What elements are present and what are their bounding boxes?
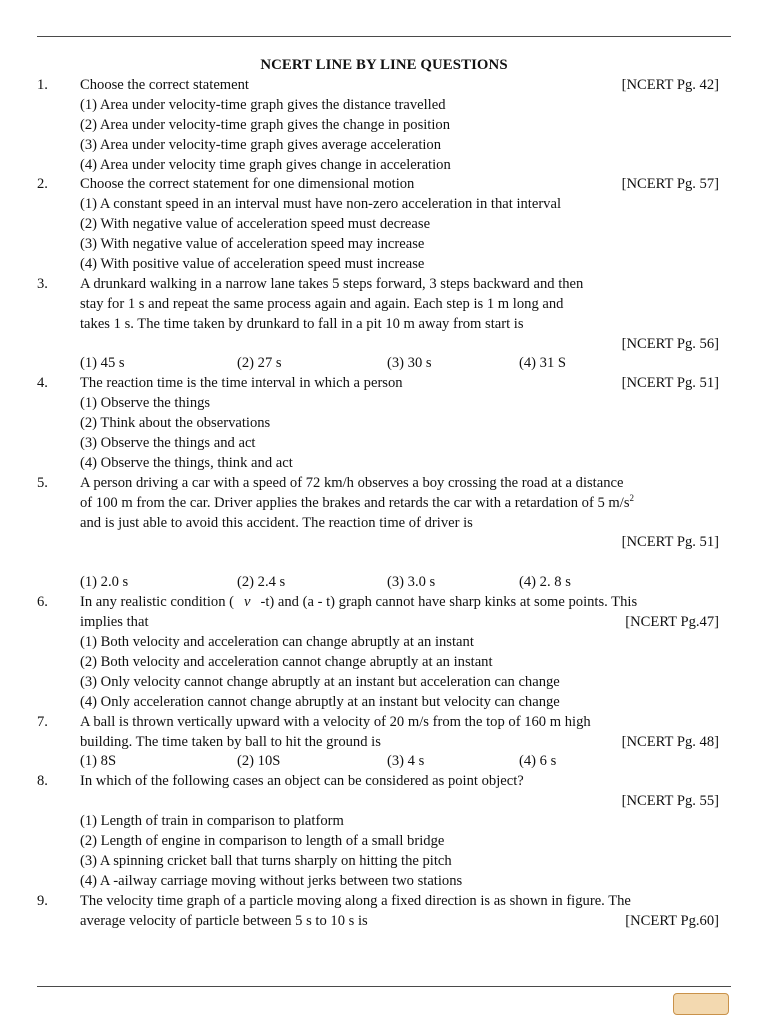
- option: (3) Area under velocity-time graph gives average acceleration: [80, 136, 442, 153]
- option: (4) Observe the things, think and act: [80, 454, 293, 471]
- question-list: [37, 76, 731, 931]
- header-rule: [37, 36, 731, 37]
- option: (4) With positive value of acceleration speed must increase: [80, 256, 425, 273]
- question-2: [37, 175, 731, 195]
- page-number-badge: [673, 993, 729, 1015]
- question-stem-text: of 100 m from the car. Driver applies the brakes and retards the car with a retardation of 5 m/s: [80, 494, 630, 511]
- ncert-reference: [NCERT Pg.60]: [625, 912, 719, 929]
- question-stem: takes 1 s. The time taken by drunkard to fall in a pit 10 m away from start is: [80, 315, 524, 332]
- question-number: 5.: [37, 474, 48, 491]
- question-5: [37, 474, 731, 494]
- option: (2) 27 s: [237, 355, 282, 372]
- option: (4) 6 s: [519, 753, 557, 770]
- question-stem: In which of the following cases an object can be considered as point object?: [80, 773, 524, 790]
- question-stem: [80, 494, 634, 514]
- question-number: 9.: [37, 892, 48, 909]
- option: (1) 2.0 s: [80, 574, 129, 591]
- question-stem: A drunkard walking in a narrow lane takes 5 steps forward, 3 steps backward and then: [80, 275, 584, 292]
- question-6: [37, 593, 731, 613]
- question-number: 7.: [37, 713, 48, 730]
- question-8: [37, 772, 731, 792]
- option: (4) A -ailway carriage moving without jerks between two stations: [80, 872, 463, 889]
- option: (2) Length of engine in comparison to length of a small bridge: [80, 832, 445, 849]
- question-stem: [80, 593, 637, 613]
- ncert-reference: [NCERT Pg. 42]: [621, 77, 719, 93]
- question-1: [37, 76, 731, 96]
- option: (2) 2.4 s: [237, 574, 286, 591]
- option: (3) With negative value of acceleration speed may increase: [80, 236, 425, 253]
- question-4: [37, 374, 731, 394]
- question-stem: A ball is thrown vertically upward with a velocity of 20 m/s from the top of 160 m high: [80, 713, 591, 730]
- ncert-reference: [NCERT Pg.47]: [625, 614, 719, 631]
- ncert-reference: [NCERT Pg. 56]: [621, 335, 719, 352]
- question-stem: and is just able to avoid this accident. The reaction time of driver is: [80, 514, 473, 531]
- page-title: NCERT LINE BY LINE QUESTIONS: [260, 57, 508, 73]
- question-stem: The reaction time is the time interval in which a person: [80, 375, 403, 392]
- option: (2) Both velocity and acceleration cannot change abruptly at an instant: [80, 653, 493, 670]
- question-stem: Choose the correct statement for one dimensional motion: [80, 176, 415, 193]
- option: (1) A constant speed in an interval must have non-zero acceleration in that interval: [80, 196, 562, 213]
- question-number: 6.: [37, 594, 48, 611]
- option: (2) Area under velocity-time graph gives the change in position: [80, 116, 451, 133]
- option: (4) 2. 8 s: [519, 574, 571, 591]
- ncert-reference: [NCERT Pg. 51]: [621, 375, 719, 392]
- option: (3) 3.0 s: [387, 574, 436, 591]
- option: (1) Observe the things: [80, 395, 211, 412]
- option: (3) 4 s: [387, 753, 425, 770]
- option: (4) 31 S: [519, 355, 567, 372]
- question-number: 8.: [37, 773, 48, 790]
- ncert-reference: [NCERT Pg. 48]: [621, 733, 719, 750]
- option: (4) Only acceleration cannot change abruptly at an instant but velocity can change: [80, 693, 560, 710]
- spacer: [37, 553, 731, 573]
- question-number: 1.: [37, 77, 48, 93]
- question-3: [37, 275, 731, 295]
- footer-rule: [37, 986, 731, 987]
- option: (4) Area under velocity time graph gives change in acceleration: [80, 156, 451, 173]
- option: (2) 10S: [237, 753, 281, 770]
- velocity-symbol: v: [244, 594, 251, 611]
- question-stem: average velocity of particle between 5 s to 10 s is: [80, 912, 368, 929]
- question-stem-text: -t) and (a - t) graph cannot have sharp kinks at some points. This: [260, 594, 638, 611]
- question-stem: Choose the correct statement: [80, 77, 249, 93]
- ncert-reference: [NCERT Pg. 55]: [621, 793, 719, 810]
- question-stem: The velocity time graph of a particle moving along a fixed direction is as shown in figure. The: [80, 892, 631, 909]
- question-stem: stay for 1 s and repeat the same process again and again. Each step is 1 m long and: [80, 295, 564, 312]
- question-stem-text: In any realistic condition (: [80, 594, 234, 611]
- question-number: 3.: [37, 275, 48, 292]
- ncert-reference: [NCERT Pg. 57]: [621, 176, 719, 193]
- option: (3) Observe the things and act: [80, 435, 256, 452]
- option: (1) 45 s: [80, 355, 125, 372]
- superscript: 2: [629, 492, 635, 503]
- option: (1) Both velocity and acceleration can change abruptly at an instant: [80, 634, 474, 651]
- ncert-reference: [NCERT Pg. 51]: [621, 534, 719, 551]
- question-stem: implies that: [80, 614, 149, 631]
- option: (2) Think about the observations: [80, 415, 271, 432]
- option: (3) 30 s: [387, 355, 432, 372]
- question-stem: building. The time taken by ball to hit the ground is: [80, 733, 381, 750]
- question-9: [37, 892, 731, 912]
- option: (2) With negative value of acceleration speed must decrease: [80, 216, 431, 233]
- question-number: 2.: [37, 176, 48, 193]
- option: (3) Only velocity cannot change abruptly at an instant but acceleration can change: [80, 673, 560, 690]
- option: (3) A spinning cricket ball that turns sharply on hitting the pitch: [80, 852, 452, 869]
- question-stem: A person driving a car with a speed of 72 km/h observes a boy crossing the road at a distance: [80, 474, 624, 491]
- question-7: [37, 713, 731, 733]
- question-number: 4.: [37, 375, 48, 392]
- option: (1) Area under velocity-time graph gives the distance travelled: [80, 96, 446, 113]
- option: (1) 8S: [80, 753, 117, 770]
- option: (1) Length of train in comparison to platform: [80, 813, 344, 830]
